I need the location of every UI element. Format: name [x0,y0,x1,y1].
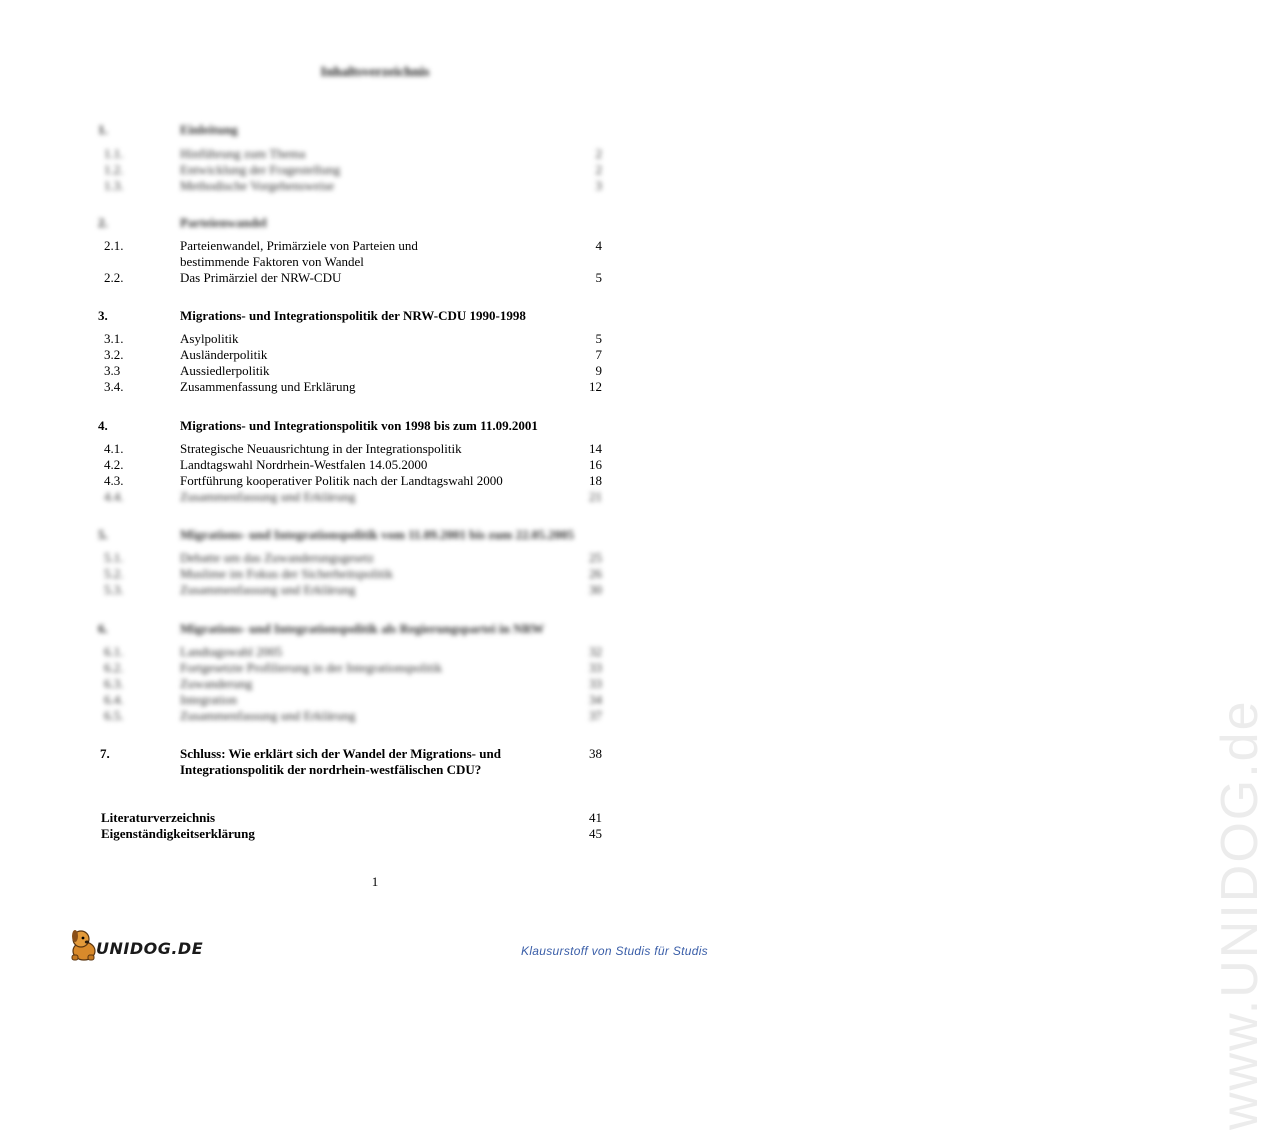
entry-number: 1.1. [104,146,124,161]
section-label: Migrations- und Integrationspolitik der NRW-CDU 1990-1998 [180,308,526,323]
section-number: 1. [98,122,108,137]
section-label-line-2: Integrationspolitik der nordrhein-westfälischen CDU? [180,762,482,777]
entry-number: 5.2. [104,566,124,581]
entry-page: 33 [589,660,602,675]
section-label: Einleitung [180,122,238,137]
entry-page: 25 [589,550,602,565]
entry-number: 4.3. [104,473,124,488]
entry-label: Muslime im Fokus der Sicherheitspolitik [180,566,394,581]
entry-page: 5 [595,331,602,346]
entry-label: Asylpolitik [180,331,239,346]
literature-label: Literaturverzeichnis [101,810,216,825]
section-number: 4. [98,418,108,433]
section-number: 7. [100,746,110,761]
section-label: Parteienwandel [180,215,267,230]
entry-page: 18 [589,473,602,488]
declaration-label: Eigenständigkeitserklärung [101,826,255,841]
section-number: 3. [98,308,108,323]
entry-page: 12 [589,379,602,394]
entry-page: 26 [589,566,602,581]
entry-number: 5.1. [104,550,124,565]
entry-number: 2.2. [104,270,124,285]
dog-mascot-icon [66,925,100,965]
entry-page: 2 [595,162,602,177]
entry-label: Aussiedlerpolitik [180,363,270,378]
entry-page: 37 [589,708,602,723]
entry-page: 5 [595,270,602,285]
entry-number: 5.3. [104,582,124,597]
watermark-container [650,660,1269,1130]
toc-title: Inhaltsverzeichnis [320,65,430,80]
entry-number: 2.1. [104,238,124,253]
entry-page: 14 [589,441,602,456]
entry-number: 3.1. [104,331,124,346]
page-number: 1 [371,874,379,889]
section-number: 6. [98,621,108,636]
entry-number: 3.3 [104,363,121,378]
entry-number: 6.5. [104,708,124,723]
section-page: 38 [589,746,602,761]
entry-label: Fortgesetzte Profilierung in der Integrationspolitik [180,660,443,675]
entry-number: 3.2. [104,347,124,362]
entry-number: 4.1. [104,441,124,456]
logo-text: UNIDOG.DE [96,939,204,958]
entry-label: Integration [180,692,238,707]
entry-page: 2 [595,146,602,161]
entry-number: 6.4. [104,692,124,707]
entry-label: Hinführung zum Thema [180,146,306,161]
entry-number: 6.1. [104,644,124,659]
section-label: Migrations- und Integrationspolitik von 1998 bis zum 11.09.2001 [180,418,538,433]
entry-page: 7 [595,347,602,362]
section-number: 2. [98,215,108,230]
entry-label: Ausländerpolitik [180,347,268,362]
entry-label-line-1: Parteienwandel, Primärziele von Parteien und [180,238,418,253]
entry-number: 6.2. [104,660,124,675]
entry-page: 33 [589,676,602,691]
entry-label-line-2: bestimmende Faktoren von Wandel [180,254,364,269]
entry-number: 4.2. [104,457,124,472]
entry-label: Zuwanderung [180,676,253,691]
declaration-page: 45 [589,826,602,841]
entry-label: Debatte um das Zuwanderungsgesetz [180,550,374,565]
entry-page: 30 [589,582,602,597]
watermark-text: www.UNIDOG.de [1211,699,1269,1130]
entry-page: 34 [589,692,602,707]
entry-page: 3 [595,178,602,193]
section-label: Migrations- und Integrationspolitik als Regierungspartei in NRW [180,621,545,636]
literature-page: 41 [589,810,602,825]
entry-page: 4 [595,238,602,253]
entry-page: 16 [589,457,602,472]
entry-page: 32 [589,644,602,659]
entry-label: Entwicklung der Fragestellung [180,162,341,177]
entry-label: Zusammenfassung und Erklärung [180,489,356,504]
entry-label: Methodische Vorgehensweise [180,178,335,193]
entry-label: Zusammenfassung und Erklärung [180,582,356,597]
entry-label: Zusammenfassung und Erklärung [180,379,356,394]
entry-label: Zusammenfassung und Erklärung [180,708,356,723]
unidog-logo [66,925,204,965]
entry-label: Strategische Neuausrichtung in der Integrationspolitik [180,441,462,456]
section-label-line-1: Schluss: Wie erklärt sich der Wandel der Migrations- und [180,746,501,761]
entry-number: 1.2. [104,162,124,177]
entry-number: 3.4. [104,379,124,394]
entry-label: Landtagswahl Nordrhein-Westfalen 14.05.2000 [180,457,428,472]
entry-page: 21 [589,489,602,504]
entry-number: 4.4. [104,489,124,504]
entry-label: Landtagswahl 2005 [180,644,283,659]
entry-number: 1.3. [104,178,124,193]
section-label: Migrations- und Integrationspolitik vom 11.09.2001 bis zum 22.05.2005 [180,527,575,542]
entry-label: Das Primärziel der NRW-CDU [180,270,342,285]
entry-page: 9 [595,363,602,378]
footer-tagline: Klausurstoff von Studis für Studis [521,944,708,958]
section-number: 5. [98,527,108,542]
entry-label: Fortführung kooperativer Politik nach der Landtagswahl 2000 [180,473,503,488]
entry-number: 6.3. [104,676,124,691]
